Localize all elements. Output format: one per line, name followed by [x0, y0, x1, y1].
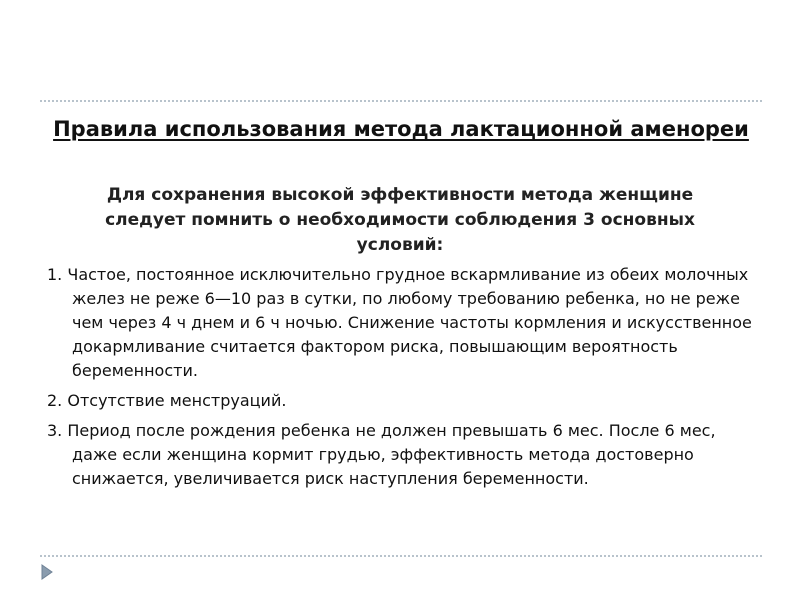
conditions-list [47, 263, 759, 491]
slide-subtitle: Для сохранения высокой эффективности метода женщине следует помнить о необходимости соблюдения 3 основных условий: [105, 185, 695, 255]
triangle-play-icon[interactable] [41, 564, 53, 580]
top-dotted-divider [40, 100, 762, 102]
slide-title: Правила использования метода лактационной аменореи [53, 117, 749, 141]
condition-item-3: 3. Период после рождения ребенка не должен превышать 6 мес. После 6 мес, даже если женщина кормит грудью, эффективность метода достоверно снижается, увеличивается риск наступления беременности. [47, 421, 716, 488]
bottom-dotted-divider [40, 555, 762, 557]
condition-item-2: 2. Отсутствие менструаций. [47, 391, 287, 410]
condition-item-1: 1. Частое, постоянное исключительно грудное вскармливание из обеих молочных желез не реже 6—10 раз в сутки, по любому требованию ребенка, но не реже чем через 4 ч днем и 6 ч ночью. Снижение частоты кормления и искусственное докармливание считается фактором риска, повышающим вероятность беременности. [47, 265, 752, 380]
